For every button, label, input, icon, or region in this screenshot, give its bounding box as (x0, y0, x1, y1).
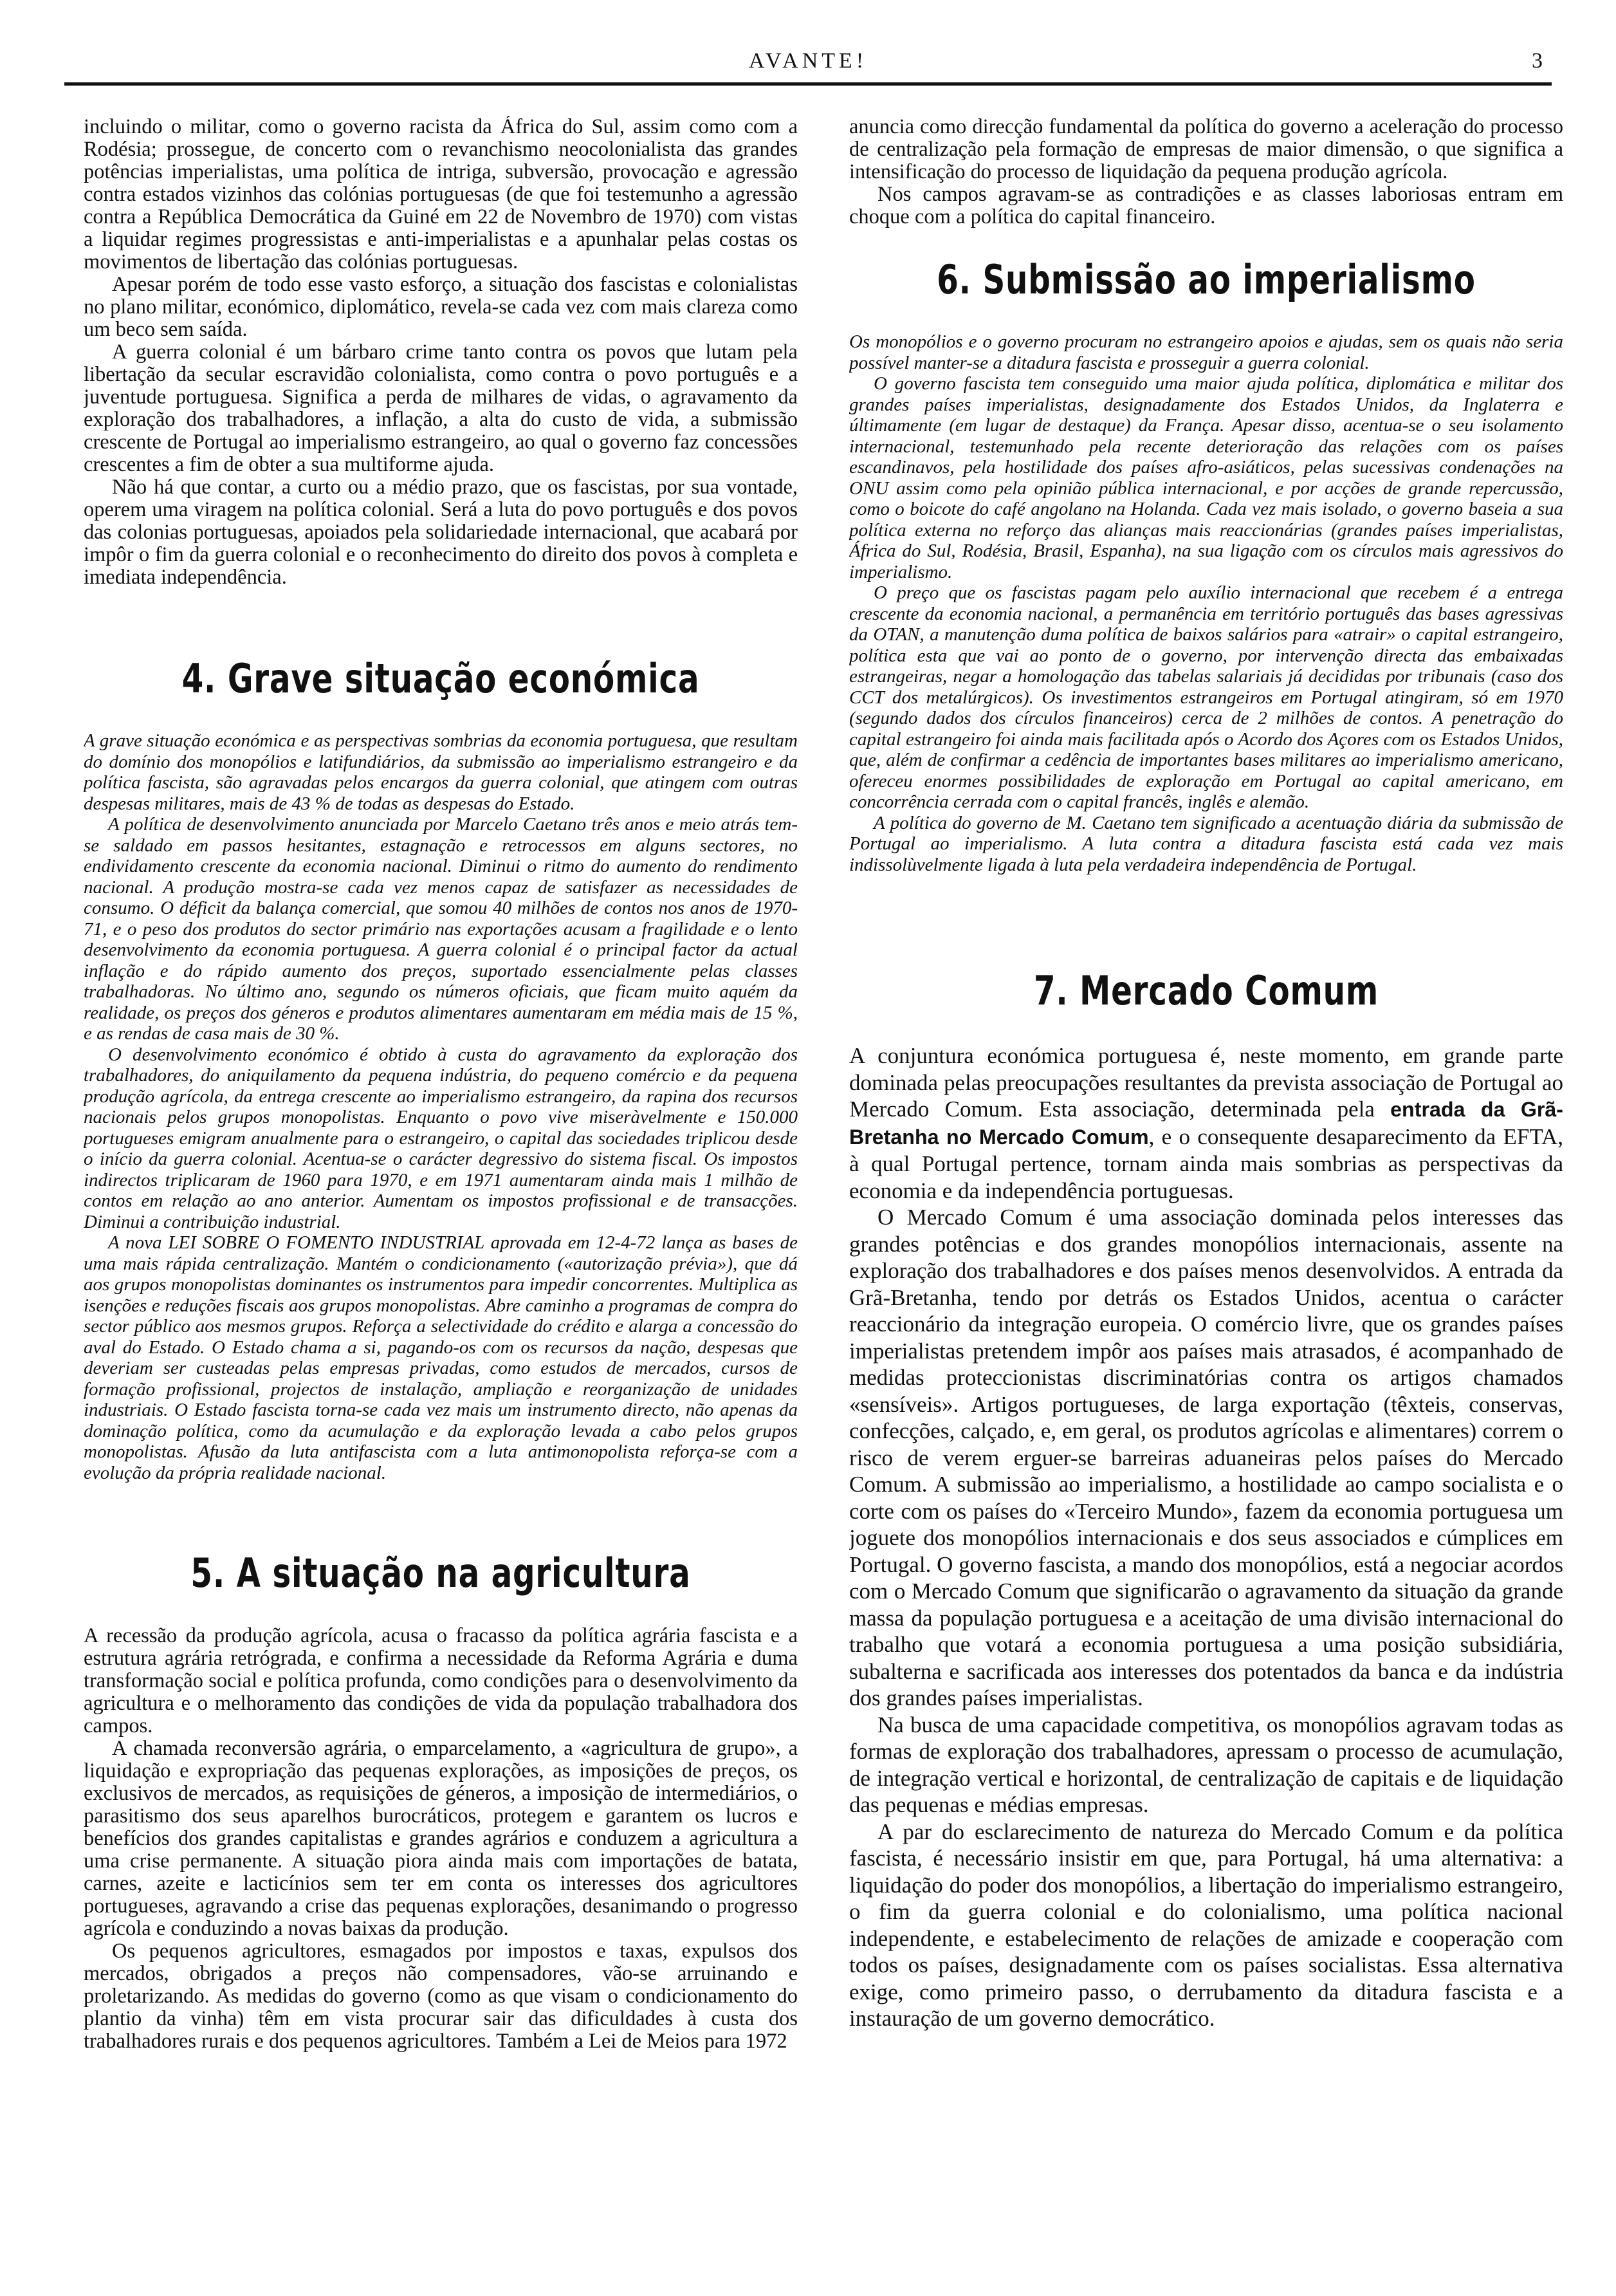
paragraph: A recessão da produção agrícola, acusa o fracasso da política agrária fascista e a estrutura agrária retrógrada, e confirma a necessidade da Reforma Agrária e duma transformação social e política profunda, como condições para o desenvolvimento da agricultura e o melhoramento das condições de vida da população trabalhadora dos campos. (84, 1624, 798, 1737)
paragraph: Não há que contar, a curto ou a médio prazo, que os fascistas, por sua vontade, operem uma viragem na política colonial. Será a luta do povo português e dos povos das colonias portuguesas, apoiados pela solidariedade internacional, que acabará por impôr o fim da guerra colonial e o reconhecimento do direito dos povos à completa e imediata independência. (84, 476, 798, 589)
paragraph: A política de desenvolvimento anunciada por Marcelo Caetano três anos e meio atrás tem-se saldado em passos hesitantes, estagnação e retrocessos em alguns sectores, no endividamento crescente da economia nacional. Diminui o ritmo do aumento do rendimento nacional. A produção mostra-se cada vez menos capaz de satisfazer as necessidades de consumo. O déficit da balança comercial, que somou 40 milhões de contos nos anos de 1970-71, e o peso dos produtos do sector primário nas exportações acusam a fragilidade e o lento desenvolvimento da economia portuguesa. A guerra colonial é o principal factor da actual inflação e do rápido aumento dos preços, suportado essencialmente pelas classes trabalhadoras. No último ano, segundo os números oficiais, que ficam muito aquém da realidade, os preços dos géneros e produtos alimentares aumentaram em média mais de 15 %, e as rendas de casa mais de 30 %. (84, 814, 798, 1044)
paragraph: A chamada reconversão agrária, o emparcelamento, a «agricultura de grupo», a liquidação e expropriação das pequenas explorações, as imposições de preços, os exclusivos de mercados, as requisições de géneros, a imposição de intermediários, o parasitismo dos seus aparelhos burocráticos, protegem e garantem os lucros e benefícios dos grandes capitalistas e grandes agrários e conduzem a agricultura a uma crise permanente. A situação piora ainda mais com importações de batata, carnes, azeite e lacticínios sem ter em conta os interesses dos agricultores portugueses, agravando a crise das pequenas explorações, desanimando o progresso agrícola e conduzindo a novas baixas da produção. (84, 1737, 798, 1940)
paragraph: O preço que os fascistas pagam pelo auxílio internacional que recebem é a entrega crescente da economia nacional, a permanência em território português das bases agressivas da OTAN, a manutenção duma política de baixos salários para «atrair» o capital estrangeiro, política esta que vai ao ponto de o governo, por intervenção directa das embaixadas estrangeiras, negar a homologação das tabelas salariais já decididas por tribunais (caso dos CCT dos metalúrgicos). Os investimentos estrangeiros em Portugal atingiram, só em 1970 (segundo dados dos círculos financeiros) cerca de 2 milhões de contos. A penetração do capital estrangeiro foi ainda mais facilitada após o Acordo dos Açores com os Estados Unidos, que, além de confirmar a cedência de importantes bases militares ao imperialismo americano, ofereceu enormes possibilidades de exploração em Portugal ao capital americano, em concorrência cerrada com o capital francês, inglês e alemão. (849, 582, 1563, 812)
section-heading-4: 4. Grave situação económica (181, 655, 700, 702)
spacer (849, 1017, 1563, 1042)
section-heading-6: 6. Submissão ao imperialismo (937, 256, 1476, 303)
bold-phrase: entrada da Grã-Bretanha no Mercado Comum (849, 1098, 1563, 1149)
paragraph: anuncia como direcção fundamental da política do governo a aceleração do processo de centralização pela formação de empresas de maior dimensão, o que significa a intensificação do processo de liquidação da pequena produção agrícola. (849, 116, 1563, 183)
paragraph: incluindo o militar, como o governo racista da África do Sul, assim como com a Rodésia; prossegue, de concerto com o revanchismo neocolonialista das grandes potências imperialistas, uma política de intriga, subversão, provocação e agressão contra estados vizinhos das colónias portuguesas (de que foi testemunho a agressão contra a República Democrática da Guiné em 22 de Novembro de 1970) com vistas a liquidar regimes progressistas e anti-imperialistas e a apunhalar pelas costas os movimentos de libertação das colónias portuguesas. (84, 116, 798, 273)
right-column (849, 116, 1563, 2270)
paragraph: O Mercado Comum é uma associação dominada pelos interesses das grandes potências e dos grandes monopólios internacionais, assente na exploração dos trabalhadores e dos países menos desenvolvidos. A entrada da Grã-Bretanha, tendo por detrás os Estados Unidos, acentua o carácter reaccionário da integração europeia. O comércio livre, que os grandes países imperialistas pretendem impôr aos países mais atrasados, é acompanhado de medidas proteccionistas discriminatórias contra os artigos chamados «sensíveis». Artigos portugueses, de larga exportação (têxteis, conservas, confecções, calçado, e, em geral, os produtos agrícolas e alimentares) correm o risco de verem erguer-se barreiras aduaneiras pelos países do Mercado Comum. A submissão ao imperialismo, a hostilidade ao campo socialista e o corte com os países do «Terceiro Mundo», fazem da economia portuguesa um joguete dos monopólios internacionais e dos seus associados e cúmplices em Portugal. O governo fascista, a mando dos monopólios, está a negociar acordos com o Mercado Comum que significarão o agravamento da situação da grande massa da população portuguesa e a aceitação de uma divisão internacional do trabalho que votará a economia portuguesa a uma posição subsidiária, subalterna e sacrificada aos interesses dos potentados da banca e da indústria dos grandes países imperialistas. (849, 1205, 1563, 1710)
paragraph: A guerra colonial é um bárbaro crime tanto contra os povos que lutam pela libertação da secular escravidão colonialista, como contra o povo português e a juventude portuguesa. Significa a perda de milhares de vidas, o agravamento da exploração dos trabalhadores, a inflação, a alta do custo de vida, a submissão crescente de Portugal ao imperialismo estrangeiro, ao qual o governo faz concessões crescentes a fim de obter a sua multiforme ajuda. (84, 340, 798, 476)
paragraph: A nova LEI SOBRE O FOMENTO INDUSTRIAL aprovada em 12-4-72 lança as bases de uma mais rápida centralização. Mantém o condicionamento («autorização prévia»), que dá aos grupos monopolistas dominantes os instrumentos para impedir concorrentes. Multiplica as isenções e reduções fiscais aos grupos monopolistas. Abre caminho a programas de compra do sector público aos mesmos grupos. Reforça a selectividade do crédito e alarga a concessão do aval do Estado. O Estado chama a si, pagando-os com os recursos da nação, despesas que deveriam ser custeadas pelas empresas privadas, como estudos de mercados, cursos de formação profissional, projectos de instalação, ampliação e reorganização de unidades industriais. O Estado fascista torna-se cada vez mais um instrumento directo, não apenas da dominação política, como da acumulação e da exploração levada a cabo pelos grupos monopolistas. Afusão da luta antifascista com a luta antimonopolista reforça-se com a evolução da própria realidade nacional. (84, 1232, 798, 1483)
paragraph: O governo fascista tem conseguido uma maior ajuda política, diplomática e militar dos grandes países imperialistas, designadamente dos Estados Unidos, da Inglaterra e últimamente (em lugar de destaque) da França. Apesar disso, acentua-se o seu isolamento internacional, testemunhado pela recente deterioração das relações com os países escandinavos, pela hostilidade dos países afro-asiáticos, pelas sucessivas condenações na ONU assim como pela opinião pública internacional, e por acções de grande repercussão, como o boicote do café angolano na Holanda. Cada vez mais isolado, o governo baseia a sua política externa no reforço das alianças mais reaccionárias (grandes países imperialistas, África do Sul, Rodésia, Brasil, Espanha), na sua ligação com os círculos mais agressivos do imperialismo. (849, 373, 1563, 582)
section-heading-5: 5. A situação na agricultura (190, 1550, 691, 1597)
paragraph: Os pequenos agricultores, esmagados por impostos e taxas, expulsos dos mercados, obrigados a preços não compensadores, vão-se arruinando e proletarizando. As medidas do governo (como as que visam o condicionamento do plantio da vinha) têm em vista procurar sair das dificuldades à custa dos trabalhadores rurais e dos pequenos agricultores. Também a Lei de Meios para 1972 (84, 1940, 798, 2053)
paragraph: A política do governo de M. Caetano tem significado a acentuação diária da submissão de Portugal ao imperialismo. A luta contra a ditadura fascista está cada vez mais indissolùvelmente ligada à luta pela verdadeira independência de Portugal. (849, 812, 1563, 875)
paragraph: Nos campos agravam-se as contradições e as classes laboriosas entram em choque com a política do capital financeiro. (849, 183, 1563, 228)
spacer (849, 875, 1563, 965)
spacer (84, 705, 798, 730)
text-run: A conjuntura económica portuguesa é, neste momento, em grande parte dominada pelas preocupações resultantes da prevista associação de Portugal ao Mercado Comum. Esta associação, determinada pela (849, 1043, 1563, 1122)
left-column (84, 116, 798, 2270)
masthead-rule (64, 82, 1552, 86)
masthead (64, 45, 1552, 84)
spacer (84, 1483, 798, 1548)
paragraph: A grave situação económica e as perspectivas sombrias da economia portuguesa, que resultam do domínio dos monopólios e latifundiários, da submissão ao imperialismo estrangeiro e da política fascista, são agravadas pelos encargos da guerra colonial, que atingem com outras despesas militares, mais de 43 % de todas as despesas do Estado. (84, 730, 798, 814)
page-number: 3 (1532, 49, 1543, 73)
paragraph: Na busca de uma capacidade competitiva, os monopólios agravam todas as formas de exploração dos trabalhadores, apressam o processo de acumulação, de integração vertical e horizontal, de centralização de capitais e de liquidação das pequenas e médias empresas. (849, 1712, 1563, 1817)
paragraph: O desenvolvimento económico é obtido à custa do agravamento da exploração dos trabalhadores, do aniquilamento da pequena indústria, do pequeno comércio e da pequena produção agrícola, da entrega crescente ao imperialismo estrangeiro, da rapina dos recursos nacionais pelos grupos monopolistas. Enquanto o povo vive miseràvelmente e 150.000 portugueses emigram anualmente para o estrangeiro, o capital das sociedades triplicou desde o início da guerra colonial. Acentua-se o carácter degressivo do sistema fiscal. Os impostos indirectos triplicaram de 1960 para 1970, e em 1971 aumentaram ainda mais 1 milhão de contos em relação ao ano anterior. Aumentam os impostos profissional e de transacções. Diminui a contribuição industrial. (84, 1044, 798, 1232)
text-run: , e o consequente desaparecimento da EFTA, à qual Portugal pertence, tornam ainda mais sombrias as perspectivas da economia e da independência portuguesas. (849, 1124, 1563, 1203)
section-heading-7: 7. Mercado Comum (1033, 967, 1379, 1014)
paragraph (849, 1042, 1563, 1204)
spacer (84, 589, 798, 653)
newspaper-title: AVANTE! (748, 49, 868, 73)
paragraph: Os monopólios e o governo procuram no estrangeiro apoios e ajudas, sem os quais não seria possível manter-se a ditadura fascista e prosseguir a guerra colonial. (849, 331, 1563, 373)
spacer (84, 1599, 798, 1625)
paragraph: A par do esclarecimento de natureza do Mercado Comum e da política fascista, é necessário insistir em que, para Portugal, há uma alternativa: a liquidação do poder dos monopólios, a libertação do imperialismo estrangeiro, o fim da guerra colonial e do colonialismo, uma política nacional independente, e estabelecimento de relações de amizade e cooperação com todos os países, designadamente com os países socialistas. Essa alternativa exige, como primeiro passo, o derrubamento da ditadura fascista e a instauração de um governo democrático. (849, 1819, 1563, 2031)
spacer (849, 306, 1563, 331)
paragraph: Apesar porém de todo esse vasto esforço, a situação dos fascistas e colonialistas no plano militar, económico, diplomático, revela-se cada vez com mais clareza como um beco sem saída. (84, 273, 798, 341)
spacer (849, 228, 1563, 254)
